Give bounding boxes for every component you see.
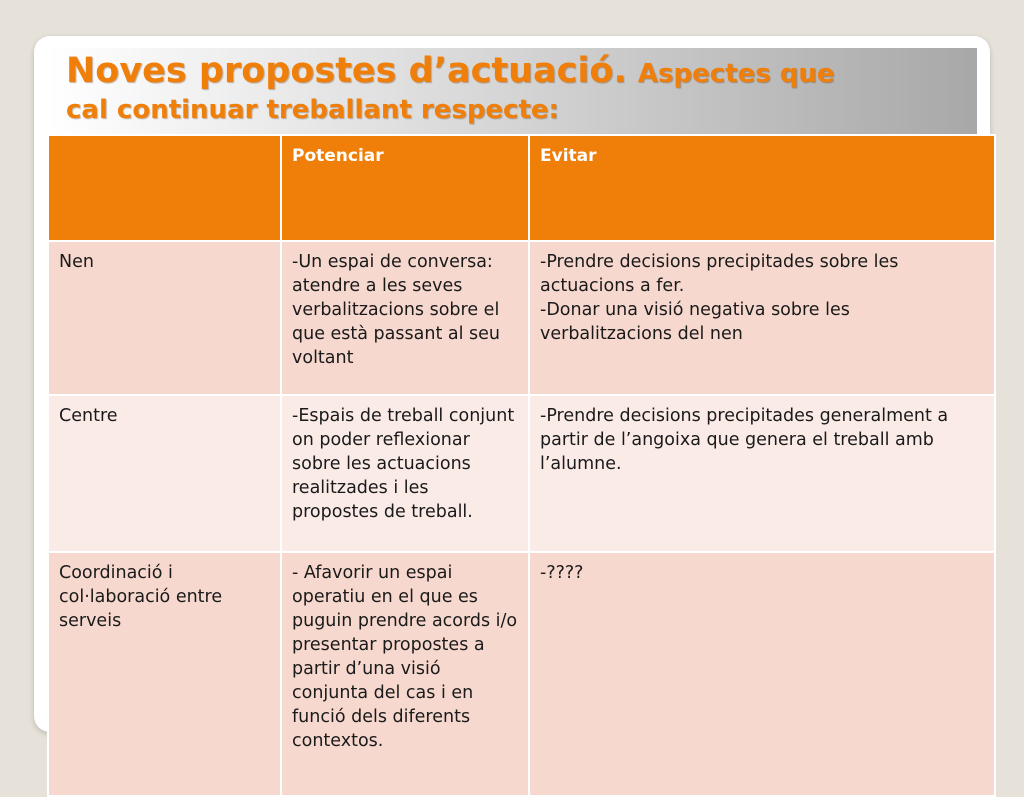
table-row	[48, 552, 995, 796]
row-evitar	[529, 552, 995, 796]
table-header-row	[48, 135, 995, 241]
row-potenciar: -Un espai de conversa: atendre a les seves verbalitzacions sobre el que està passant al seu voltant	[281, 241, 529, 395]
row-label: Nen	[48, 241, 281, 395]
row-label: Coordinació i col·laboració entre serveis	[48, 552, 281, 796]
evitar-item: -Prendre decisions precipitades generalment a partir de l’angoixa que genera el treball amb l’alumne.	[540, 406, 949, 474]
header-empty	[48, 135, 281, 241]
slide-title	[66, 52, 966, 125]
slide-title-main: Noves propostes d’actuació.	[66, 51, 627, 91]
slide-title-sub: Aspectes que	[637, 59, 835, 89]
row-evitar	[529, 395, 995, 552]
row-evitar	[529, 241, 995, 395]
table-row	[48, 241, 995, 395]
slide-title-line2: cal continuar treballant respecte:	[66, 95, 559, 125]
actions-table	[47, 134, 996, 797]
header-potenciar: Potenciar	[281, 135, 529, 241]
row-potenciar: - Afavorir un espai operatiu en el que es puguin prendre acords i/o presentar propostes a partir d’una visió conjunta del cas i en funció dels diferents contextos.	[281, 552, 529, 796]
row-label: Centre	[48, 395, 281, 552]
evitar-item: -????	[540, 563, 584, 583]
evitar-item: -Prendre decisions precipitades sobre les actuacions a fer.	[540, 252, 899, 296]
header-evitar: Evitar	[529, 135, 995, 241]
row-potenciar: -Espais de treball conjunt on poder reflexionar sobre les actuacions realitzades i les propostes de treball.	[281, 395, 529, 552]
evitar-item: -Donar una visió negativa sobre les verbalitzacions del nen	[540, 300, 850, 344]
table-row	[48, 395, 995, 552]
